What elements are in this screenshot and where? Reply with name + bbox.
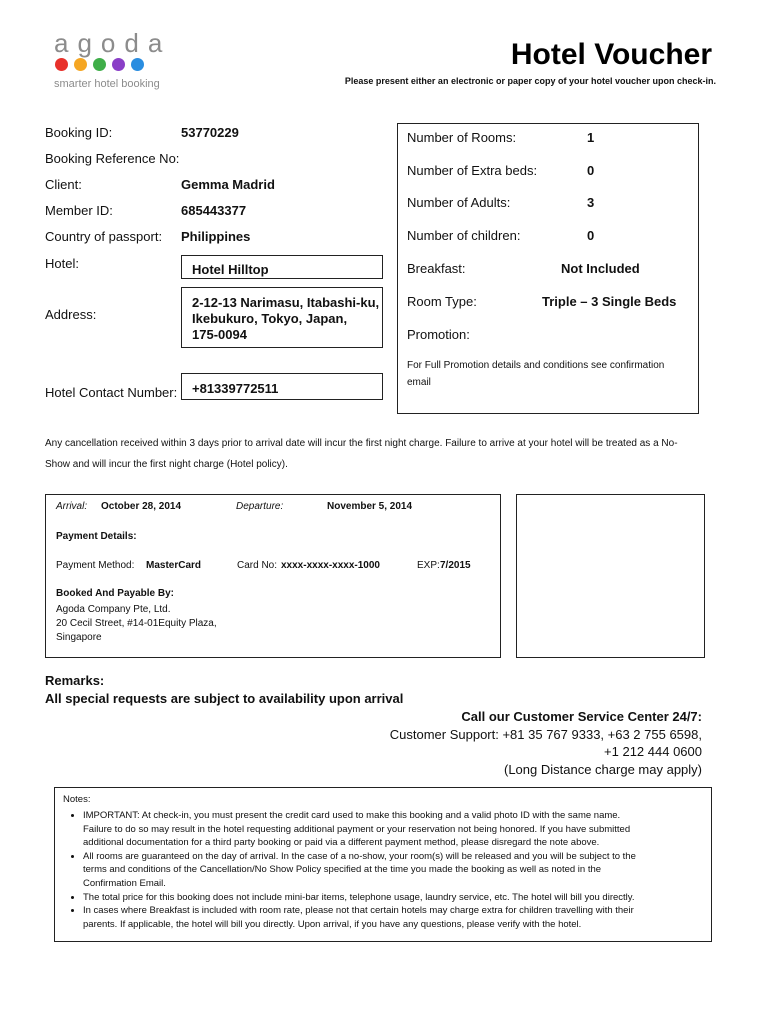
address-line-2: Ikebukuro, Tokyo, Japan, [192, 311, 348, 326]
agoda-logo-wordmark: agoda [54, 28, 172, 58]
country-label: Country of passport: [45, 229, 163, 244]
support-line-3: +1 212 444 0600 [604, 744, 702, 759]
hotel-contact-label: Hotel Contact Number: [45, 385, 178, 400]
remarks-text: All special requests are subject to availability upon arrival [45, 691, 404, 706]
support-line-2: Customer Support: +81 35 767 9333, +63 2 755 6598, [389, 726, 702, 742]
stay-payment-box [45, 494, 501, 658]
adults-value: 3 [587, 195, 595, 210]
page-subtitle: Please present either an electronic or paper copy of your hotel voucher upon check-in. [344, 76, 716, 86]
arrival-value: October 28, 2014 [101, 501, 182, 512]
room-type-label: Room Type: [407, 294, 477, 309]
hotel-name-value: Hotel Hilltop [192, 262, 269, 277]
note-2-line-1: • All rooms are guaranteed on the day of arrival. In the case of a no-show, your room(s) will be released and you will be subject to the [83, 850, 636, 862]
logo-dot-blue [131, 58, 144, 71]
notes-box [54, 787, 712, 942]
support-line-1: Call our Customer Service Center 24/7: [461, 709, 702, 724]
note-item [83, 809, 733, 850]
payment-method-label: Payment Method: [56, 560, 135, 571]
logo-dot-green [93, 58, 106, 71]
logo-dot-orange [74, 58, 87, 71]
note-2-line-2: terms and conditions of the Cancellation/No Show Policy specified at the time you made the booking as well as noted in the [83, 864, 602, 876]
children-label: Number of children: [407, 228, 521, 243]
departure-value: November 5, 2014 [327, 501, 413, 512]
note-item [83, 850, 733, 891]
adults-label: Number of Adults: [407, 195, 511, 210]
note-item [83, 891, 733, 905]
note-1-line-3: additional documentation for a third party booking or paid via a different payment method, please disregard the note above. [83, 837, 600, 849]
promotion-note-line-2: email [407, 377, 431, 388]
note-item [83, 904, 733, 931]
logo-dot-red [55, 58, 68, 71]
payable-line-3: Singapore [56, 632, 102, 643]
hotel-contact-box [181, 373, 383, 400]
payment-details-label: Payment Details: [56, 531, 137, 542]
hotel-label: Hotel: [45, 256, 79, 271]
booking-id-label: Booking ID: [45, 125, 113, 140]
payment-method-value: MasterCard [146, 560, 202, 571]
blank-stamp-box [516, 494, 705, 658]
cancellation-policy [45, 433, 725, 475]
rooms-label: Number of Rooms: [407, 130, 517, 145]
extra-beds-label: Number of Extra beds: [407, 163, 538, 178]
customer-support [390, 708, 702, 778]
note-3-line-1: • The total price for this booking does not include mini-bar items, telephone usage, laundry service, etc. The hotel will bill you directly. [83, 891, 635, 903]
card-number-label: Card No: [237, 560, 278, 571]
address-line-3: 175-0094 [192, 327, 247, 342]
client-value: Gemma Madrid [181, 177, 275, 192]
member-id-value: 685443377 [181, 203, 247, 218]
cancellation-line-2: Show and will incur the first night charge (Hotel policy). [45, 459, 288, 470]
agoda-logo-tagline: smarter hotel booking [54, 78, 160, 90]
booking-id-value: 53770229 [181, 125, 239, 140]
note-1-line-1: • IMPORTANT: At check-in, you must present the credit card used to make this booking and a valid photo ID with the same name. [83, 810, 621, 821]
arrival-label: Arrival: [56, 501, 88, 512]
page-title: Hotel Voucher [510, 38, 712, 71]
room-details-box [397, 123, 699, 414]
departure-label: Departure: [236, 501, 284, 512]
address-label: Address: [45, 307, 97, 322]
room-type-value: Triple – 3 Single Beds [542, 294, 677, 309]
address-box [181, 287, 383, 348]
children-value: 0 [587, 228, 595, 243]
note-4-line-2: parents. If applicable, the hotel will bill you directly. Upon arrival, if you have any questions, please verify with the hotel. [83, 918, 582, 930]
cancellation-line-1: Any cancellation received within 3 days prior to arrival date will incur the first night charge. Failure to arrive at your hotel will be treated as a No- [45, 438, 678, 449]
expiry-value: 7/2015 [440, 560, 471, 571]
expiry-label: EXP: [417, 560, 440, 571]
breakfast-label: Breakfast: [407, 261, 466, 276]
remarks-label: Remarks: [45, 673, 105, 688]
note-4-line-1: • In cases where Breakfast is included with room rate, please not that certain hotels may charge extra for children travelling with their [83, 905, 634, 917]
booking-reference-label: Booking Reference No: [45, 151, 180, 166]
promotion-label: Promotion: [407, 327, 470, 342]
support-line-4: (Long Distance charge may apply) [504, 761, 702, 777]
agoda-logo-dots [55, 58, 144, 71]
notes-title: Notes: [63, 794, 91, 805]
logo-dot-purple [112, 58, 125, 71]
note-2-line-3: Confirmation Email. [83, 877, 166, 889]
payable-line-1: Agoda Company Pte, Ltd. [56, 604, 171, 615]
member-id-label: Member ID: [45, 203, 113, 218]
hotel-name-box [181, 255, 383, 279]
client-label: Client: [45, 177, 82, 192]
card-number-value: xxxx-xxxx-xxxx-1000 [281, 560, 380, 571]
address-line-1: 2-12-13 Narimasu, Itabashi-ku, [192, 295, 380, 310]
promotion-note-line-1: For Full Promotion details and conditions see confirmation [407, 360, 665, 371]
rooms-value: 1 [587, 130, 595, 145]
hotel-contact-value: +81339772511 [192, 381, 279, 396]
extra-beds-value: 0 [587, 163, 595, 178]
country-value: Philippines [181, 229, 251, 244]
booked-payable-label: Booked And Payable By: [56, 588, 174, 599]
note-1-line-2: Failure to do so may result in the hotel requesting additional payment or your reservation not being honored. If you have submitted [83, 823, 631, 835]
payable-line-2: 20 Cecil Street, #14-01Equity Plaza, [56, 618, 217, 629]
breakfast-value: Not Included [561, 261, 640, 276]
